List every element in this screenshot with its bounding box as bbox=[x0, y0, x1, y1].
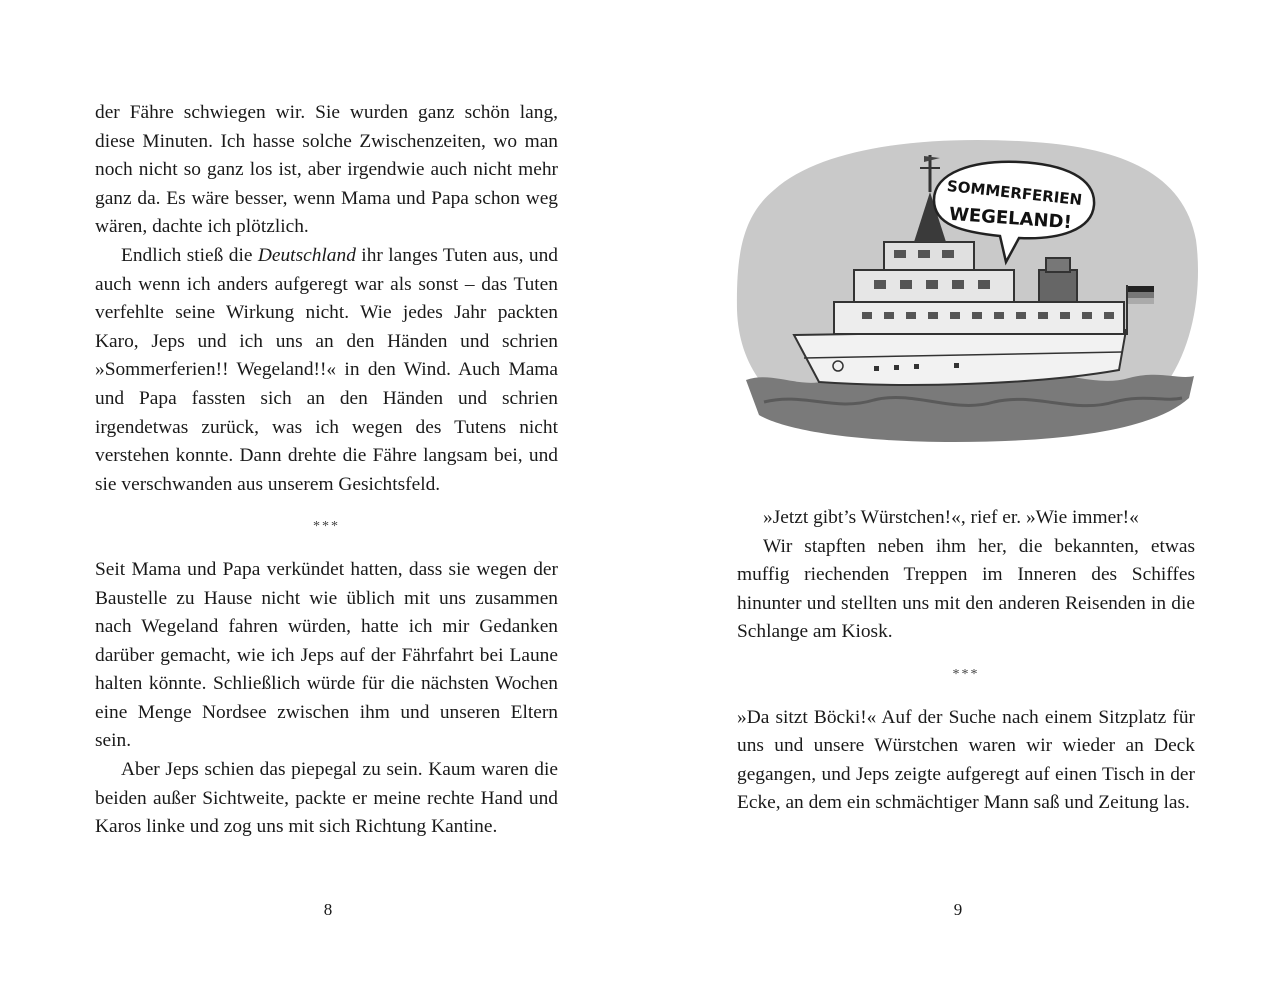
speech-bubble-line1: SOMMERFERIEN bbox=[946, 176, 1083, 210]
paragraph: Wir stapften neben ihm her, die bekannten, etwas muffig riechenden Treppen im Inneren des Schiffes hinunter und stellten uns mit den anderen Reisenden in die Schlange am Kiosk. bbox=[737, 535, 1195, 643]
paragraph: der Fähre schwiegen wir. Sie wurden ganz schön lang, diese Minuten. Ich hasse solche Zwischenzeiten, wo man noch nicht so ganz los ist, aber irgendwie auch nicht mehr ganz da. Es wäre besser, wenn Mama und Papa schon weg wären, dachte ich plötzlich. bbox=[95, 102, 558, 238]
page-number: 9 bbox=[953, 900, 963, 919]
paragraph: »Da sitzt Böcki!« Auf der Suche nach einem Sitzplatz für uns und unsere Würstchen waren wir wieder an Deck gegangen, und Jeps zeigte aufgeregt auf einen Tisch in der Ecke, an dem ein schmächtiger Mann saß und Zeitung las. bbox=[737, 706, 1195, 814]
ship-name: Deutschland bbox=[257, 244, 356, 266]
ferry-illustration bbox=[734, 130, 1204, 445]
paragraph: »Jetzt gibt’s Würstchen!«, rief er. »Wie immer!« bbox=[763, 507, 1139, 528]
right-page-text bbox=[737, 504, 1195, 818]
right-page bbox=[642, 0, 1285, 1000]
paragraph: Aber Jeps schien das piepegal zu sein. Kaum waren die beiden außer Sichtweite, packte er meine rechte Hand und Karos linke und zog uns mit sich Richtung Kantine. bbox=[95, 759, 558, 838]
paragraph: Endlich stieß die Deutschland ihr langes Tuten aus, und auch wenn ich anders aufgeregt war als sonst – das Tuten verfehlte seine Wirkung nicht. Wie jedes Jahr packten Karo, Jeps und ich uns an den Händen und schrien »Sommerferien!! Wegeland!!« in den Wind. Auch Mama und Papa fassten sich an den Händen und schrien irgendetwas zurück, was ich wegen des Tutens nicht verstehen konnte. Dann drehte die Fähre langsam bei, und sie verschwanden aus unserem Gesichtsfeld. bbox=[95, 244, 559, 495]
ship-flag bbox=[1128, 286, 1154, 292]
page-number: 8 bbox=[323, 900, 333, 919]
paragraph: Seit Mama und Papa verkündet hatten, dass sie wegen der Baustelle zu Hause nicht wie üblich mit uns zusammen nach Wegeland fahren würden, hatte ich mir Gedanken darüber gemacht, wie ich Jeps auf der Fährfahrt bei Laune halten könnte. Schließlich würde für die nächsten Wochen eine Menge Nordsee zwischen ihm und unseren Eltern sein. bbox=[95, 558, 558, 752]
speech-bubble-line2: WEGELAND! bbox=[948, 203, 1073, 234]
section-separator: *** bbox=[313, 519, 340, 535]
left-page bbox=[0, 0, 642, 1000]
section-separator: *** bbox=[952, 666, 980, 682]
ship-funnel bbox=[1039, 270, 1077, 302]
left-page-text bbox=[95, 99, 558, 842]
